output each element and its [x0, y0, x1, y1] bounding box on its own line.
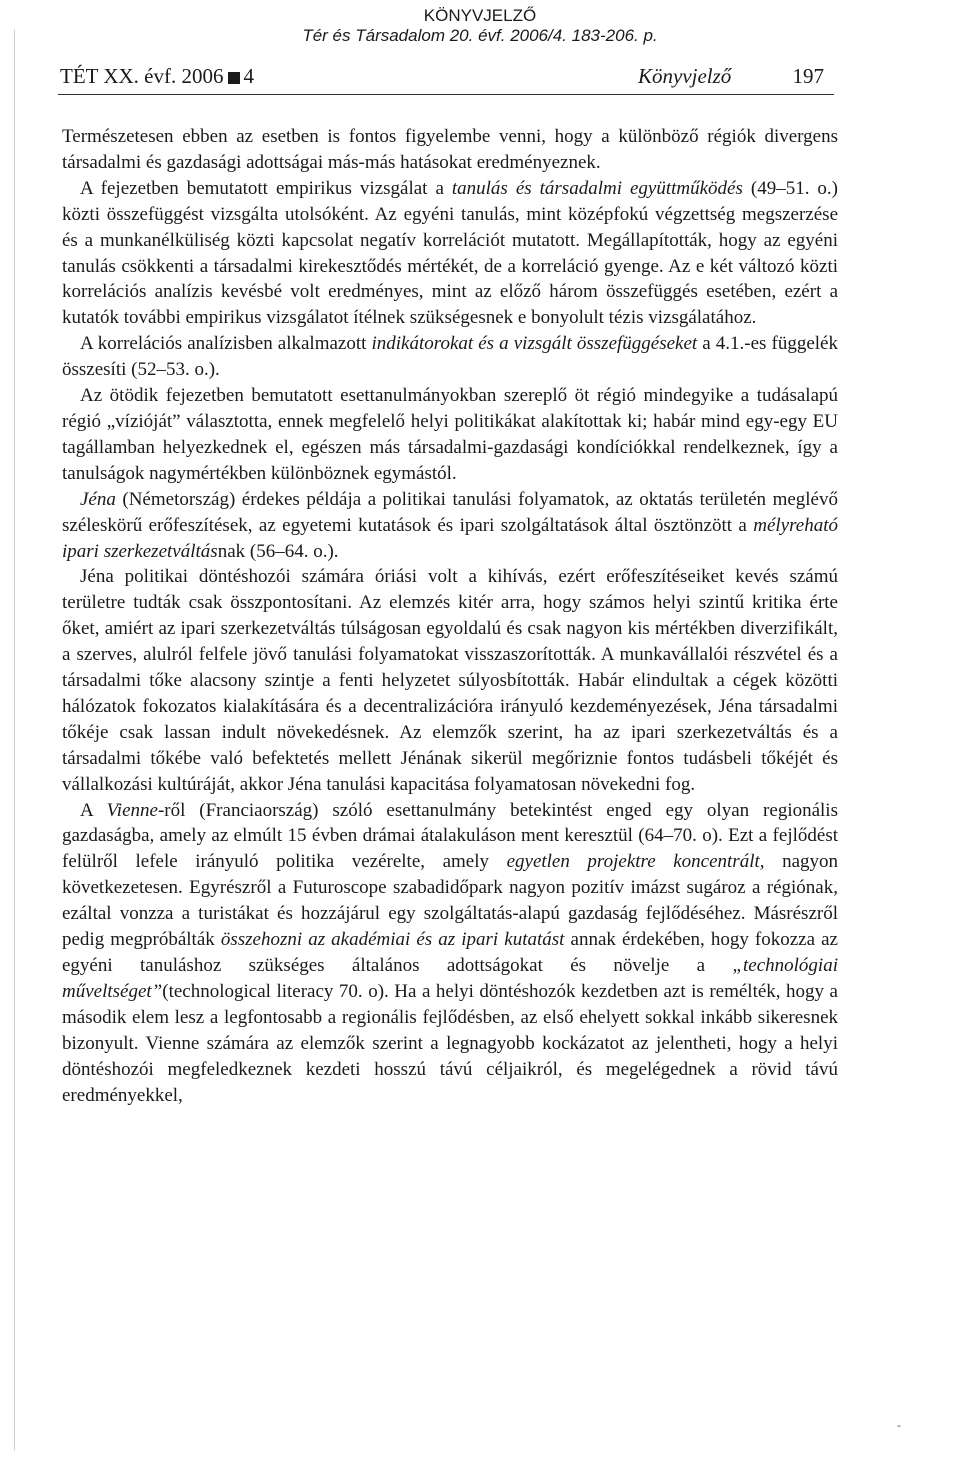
italic-run: tanulás és társadalmi együttműködés — [451, 177, 743, 199]
paragraph-2 — [62, 176, 838, 331]
italic-run: egyetlen projektre koncentrált, — [506, 851, 765, 873]
text-run: -ről (Franciaország) szóló esettanulmány betekintést enged egy olyan regionális gazdaságba, amely az elmúlt 15 évben drámai átalakuláson ment keresztül (64–70. o). Ezt a fejlődést felülről lefele irányuló politika vezérelte, amely — [62, 799, 838, 873]
text-run: A korrelációs analízisben alkalmazott — [80, 333, 372, 355]
journal-section-title: KÖNYVJELZŐ — [423, 6, 537, 25]
paragraph-7 — [62, 798, 838, 1109]
running-head — [60, 64, 832, 94]
page-number: 197 — [792, 64, 824, 88]
margin-mark: - — [897, 1418, 901, 1432]
text-run: nak (56–64. o.). — [217, 540, 339, 562]
journal-volume: TÉT XX. évf. 2006 — [60, 64, 224, 88]
article-body — [62, 124, 838, 1108]
paragraph-1: Természetesen ebben az esetben is fontos figyelembe venni, hogy a különböző régiók divergens társadalmi és gazdasági adottságai más-más hatásokat eredményeznek. — [62, 126, 838, 173]
italic-run: Vienne — [106, 799, 158, 821]
paragraph-4: Az ötödik fejezetben bemutatott esettanulmányokban szereplő öt régió mindegyike a tudásalapú régió „vízióját” választotta, ennek megfelelő helyi politikákat alakítottak ki; habár mind egy-egy EU tagállamban helyezkednek el, egészen más társadalmi-gazdasági kondíciókkal rendelkeznek, így a tanulságok nagymértékben különböznek egymástól. — [62, 385, 838, 484]
italic-run: Jéna — [80, 488, 116, 510]
header-rule — [58, 94, 834, 95]
paragraph-6: Jéna politikai döntéshozói számára óriási volt a kihívás, ezért erőfeszítéseiket kevés számú területre tudták csak összpontosítani. Az elemzés kitér arra, hogy számos helyi szintű kritika érte őket, amiért az ipari szerkezetváltás túlságosan egyoldalú és csak nagyon kis mértékben diverzifikált, a szerves, alulról felfele jövő tanulási folyamatokat visszaszorították. A munkavállalói részvétel és a társadalmi tőke alacsony szintje a fenti helyzetet súlyosbították. Habár elindultak a cégek közötti hálózatok fokozatos kialakítására és a decentralizációra irányuló kezdeményezések, Jéna társadalmi tőkéje csak lassan indult növekedésnek. Az elemzők szerint, ha az ipari szerkezetváltás és a társadalmi tőkébe való befektetés mellett Jénának sikerül megőriznie fontos tudásbeli tőkéjét és vállalkozási kultúráját, akkor Jéna tanulási kapacitása folyamatosan növekedni fog. — [62, 566, 838, 795]
text-run: a 4.1.-es függelék összesíti (52–53. o.). — [62, 333, 838, 381]
journal-header — [0, 6, 960, 46]
italic-run: mélyreható ipari szerkezetváltás — [62, 514, 838, 562]
black-square-icon — [228, 72, 240, 84]
text-run: (technological literacy 70. o). Ha a helyi döntéshozók kezdetben azt is remélték, hogy a második elem lesz a legfontosabb a regionális fejlődésben, az első ehelyett sokkal inkább sikeresnek bizonyult. Vienne számára az elemzők szerint a legnagyobb kockázatot az jelentheti, hogy a helyi döntéshozói megfeledkeznek kezdeti hosszú távú céljaikról, és megelégednek a rövid távú eredményekkel, — [62, 980, 838, 1106]
journal-citation: Tér és Társadalom 20. évf. 2006/4. 183-206. p. — [302, 26, 658, 45]
text-run: A fejezetben bemutatott empirikus vizsgálat a — [80, 177, 452, 199]
italic-run: összehozni az akadémiai és az ipari kutatást — [220, 929, 565, 951]
paragraph-3 — [62, 331, 838, 383]
running-head-left — [60, 64, 254, 89]
text-run: (Németország) érdekes példája a politikai tanulási folyamatok, az oktatás területén meglévő széleskörű erőfeszítések, az egyetemi kutatások és ipari szolgáltatások által ösztönzött a — [62, 488, 838, 536]
text-run: (49–51. o.) közti összefüggést vizsgálta utolsóként. Az egyéni tanulás, mint középfokú végzettség megszerzése és a munkanélküliség közti kapcsolat negatív korrelációt mutatott. Megállapították, hogy az egyéni tanulás csökkenti a társadalmi kirekesztődés mértékét, de a korreláció gyenge. Az e két változó közti korrelációs analízis kevésbé volt eredményes, mint az előző három összefüggés esetében, ezért a kutatók további empirikus vizsgálatot ítélnek szükségesnek e bonyolult tézis vizsgálatához. — [62, 177, 839, 329]
italic-run: indikátorokat és a vizsgált összefüggéseket — [371, 333, 698, 355]
running-head-section: Könyvjelző — [638, 64, 732, 88]
page-edge-line — [14, 30, 15, 1450]
italic-run: „technológiai műveltséget” — [62, 955, 838, 1002]
text-run: annak érdekében, hogy fokozza az egyéni tanuláshoz szükséges általános adottságokat és növelje a — [62, 929, 838, 976]
issue-number: 4 — [243, 64, 254, 88]
text-run: nagyon következetesen. Egyrészről a Futuroscope szabadidőpark nagyon pozitív imázst sugároz a régiónak, ezáltal vonzza a turistákat és hozzájárul egy szolgáltatás-alapú gazdaság fejlődéséhez. Másrészről pedig megpróbálták — [62, 851, 839, 951]
text-run: A — [80, 799, 107, 821]
paragraph-5 — [62, 487, 838, 565]
